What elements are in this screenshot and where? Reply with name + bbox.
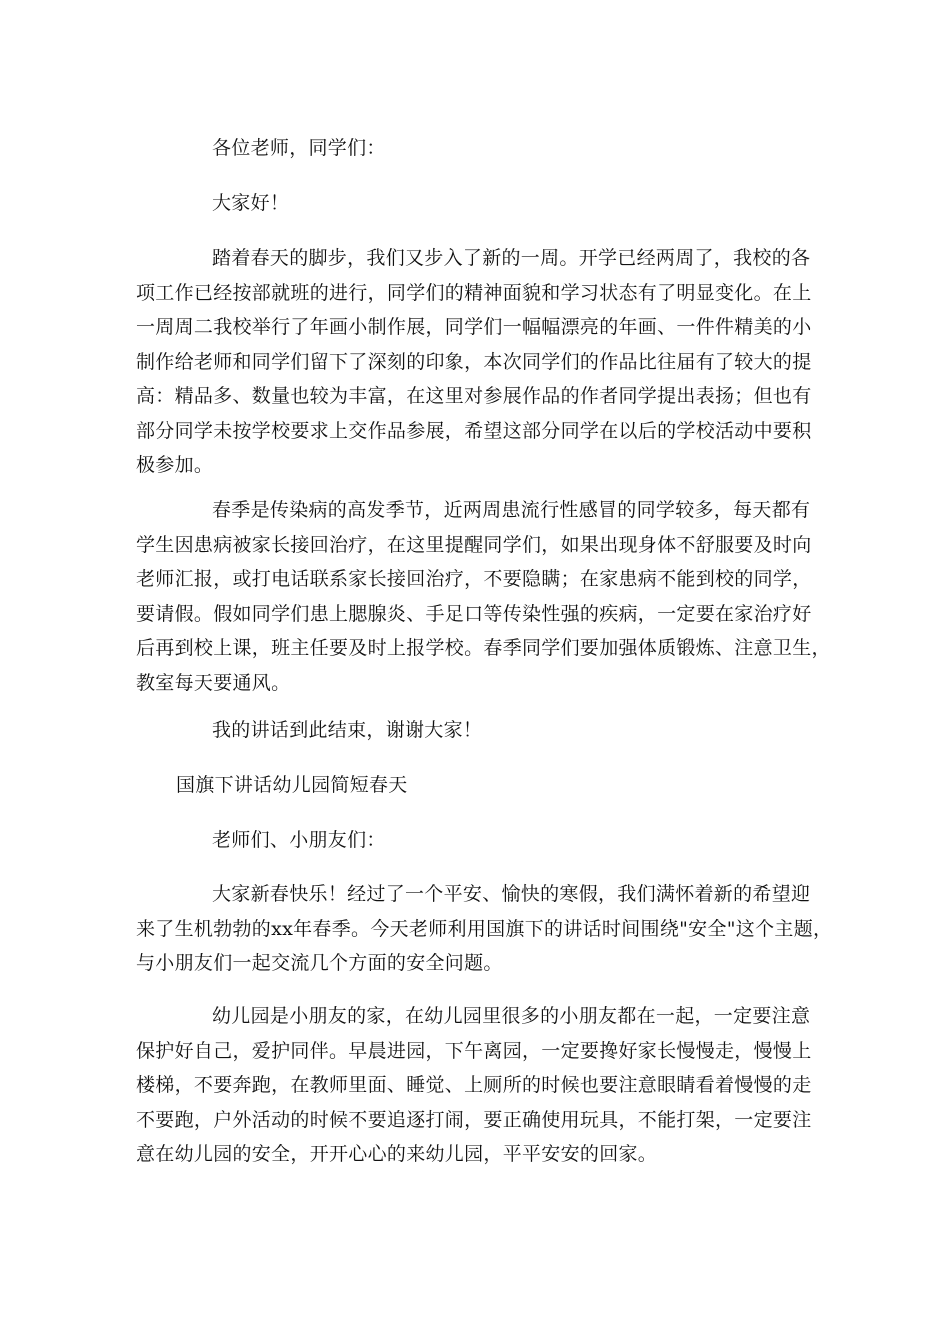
greeting-line (136, 131, 826, 166)
paragraph-line: 幼儿园是小朋友的家，在幼儿园里很多的小朋友都在一起，一定要注意 (212, 1005, 811, 1027)
closing-text: 我的讲话到此结束，谢谢大家！ (212, 719, 483, 741)
paragraph-line: 来了生机勃勃的xx年春季。今天老师利用国旗下的讲话时间围绕"安全"这个主题， (136, 917, 833, 940)
paragraph-3 (136, 877, 833, 981)
greeting-text: 各位老师，同学们： (212, 137, 386, 159)
paragraph-line: 意在幼儿园的安全，开开心心的来幼儿园，平平安安的回家。 (136, 1143, 658, 1165)
paragraph-2 (136, 493, 831, 700)
paragraph-line: 极参加。 (136, 454, 214, 476)
paragraph-line: 大家新春快乐！经过了一个平安、愉快的寒假，我们满怀着新的希望迎 (212, 883, 811, 905)
paragraph-line: 高：精品多、数量也较为丰富，在这里对参展作品的作者同学提出表扬；但也有 (136, 385, 812, 407)
paragraph-line: 老师汇报，或打电话联系家长接回治疗，不要隐瞒；在家患病不能到校的同学， (136, 568, 812, 590)
paragraph-line: 学生因患病被家长接回治疗，在这里提醒同学们，如果出现身体不舒服要及时向 (136, 533, 812, 556)
paragraph-line: 项工作已经按部就班的进行，同学们的精神面貌和学习状态有了明显变化。在上 (136, 281, 812, 304)
paragraph-line: 与小朋友们一起交流几个方面的安全问题。 (136, 952, 503, 974)
paragraph-line: 教室每天要通风。 (136, 671, 291, 694)
paragraph-line: 部分同学未按学校要求上交作品参展，希望这部分同学在以后的学校活动中要积 (136, 419, 812, 442)
paragraph-line: 春季是传染病的高发季节，近两周患流行性感冒的同学较多，每天都有 (212, 499, 811, 521)
greeting-line (136, 186, 826, 221)
paragraph-line: 一周周二我校举行了年画小制作展，同学们一幅幅漂亮的年画、一件件精美的小 (136, 316, 812, 338)
paragraph-4 (136, 999, 826, 1172)
section-title (136, 768, 826, 803)
paragraph-line: 制作给老师和同学们留下了深刻的印象，本次同学们的作品比往届有了较大的提 (136, 350, 812, 373)
greeting-text: 大家好！ (212, 192, 290, 214)
paragraph-line: 后再到校上课，班主任要及时上报学校。春季同学们要加强体质锻炼、注意卫生， (136, 637, 831, 659)
section-title-text: 国旗下讲话幼儿园简短春天 (176, 774, 408, 796)
paragraph-line: 踏着春天的脚步，我们又步入了新的一周。开学已经两周了，我校的各 (212, 247, 811, 269)
paragraph-line: 保护好自己，爱护同伴。早晨进园，下午离园，一定要搀好家长慢慢走，慢慢上 (136, 1039, 812, 1062)
paragraph-line: 不要跑，户外活动的时候不要追逐打闹，要正确使用玩具，不能打架，一定要注 (136, 1108, 812, 1131)
paragraph-line: 楼梯，不要奔跑，在教师里面、睡觉、上厕所的时候也要注意眼睛看着慢慢的走 (136, 1074, 812, 1096)
paragraph-1 (136, 241, 826, 483)
closing-line (136, 713, 826, 748)
paragraph-line: 要请假。假如同学们患上腮腺炎、手足口等传染性强的疾病，一定要在家治疗好 (136, 602, 812, 625)
greeting-text: 老师们、小朋友们： (212, 829, 386, 851)
greeting-line (136, 823, 826, 858)
